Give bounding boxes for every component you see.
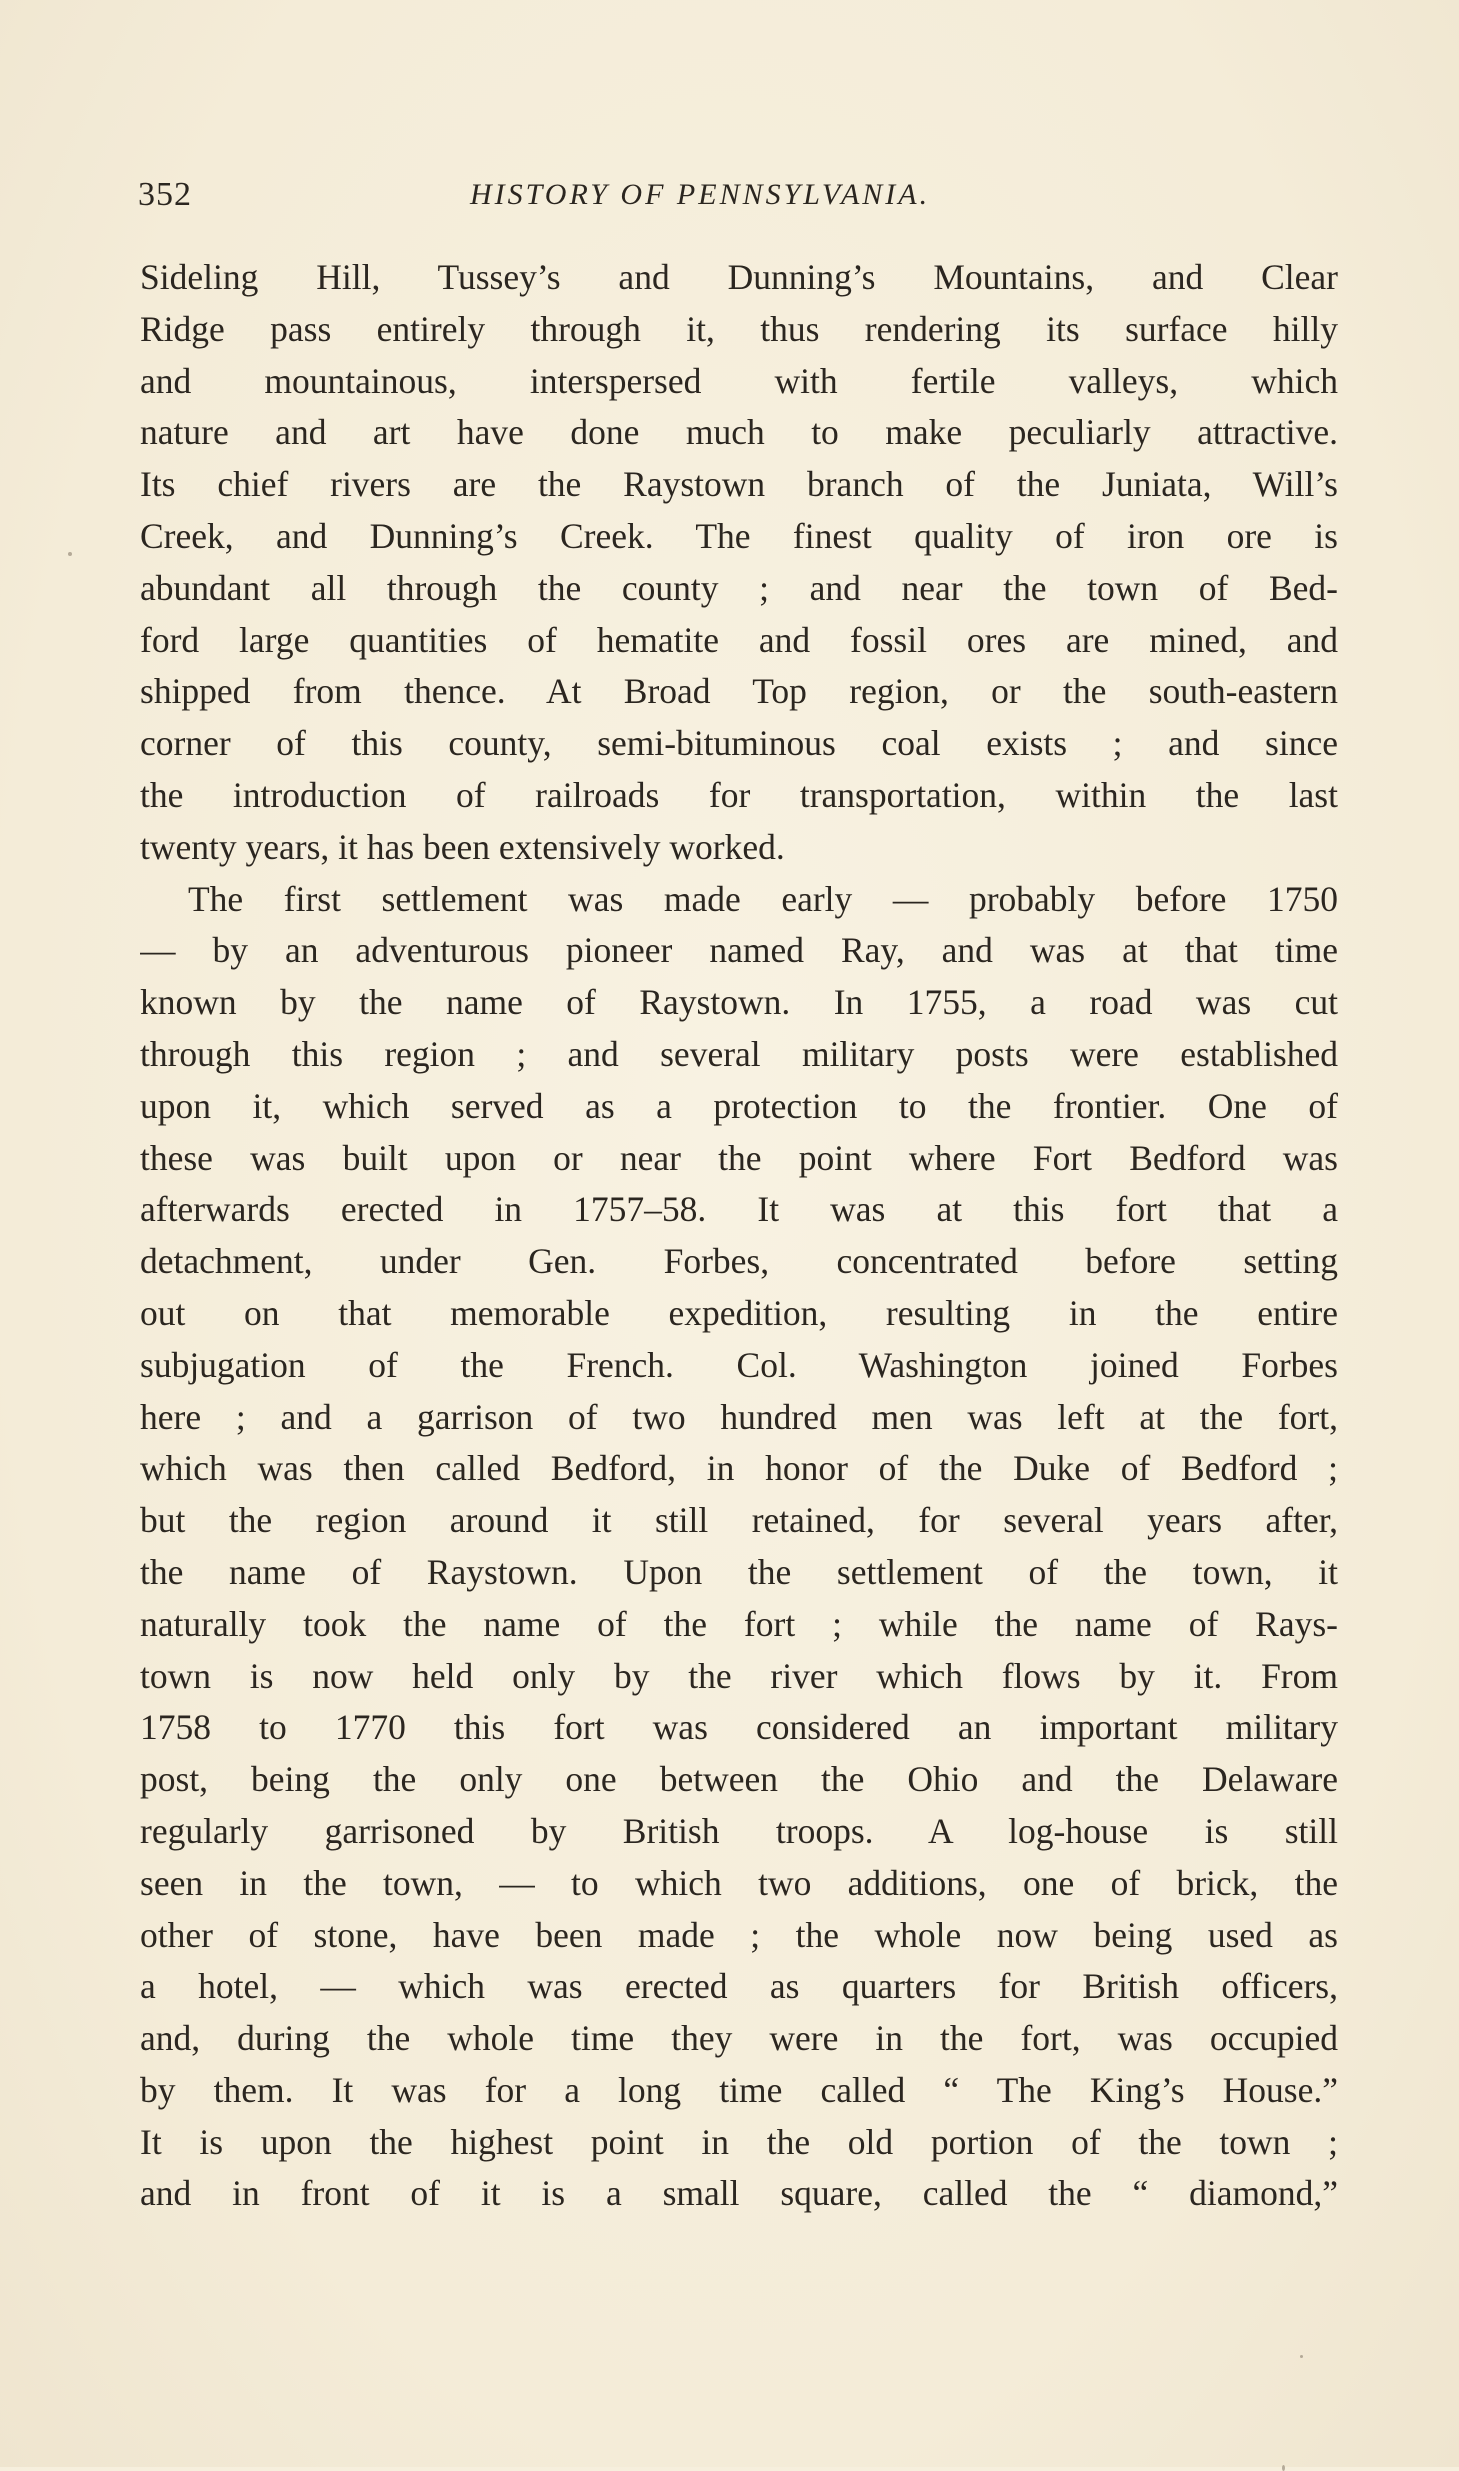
text-line: and in front of it is a small square, called the “ diamond,”: [140, 2173, 1338, 2214]
text-line: 1758 to 1770 this fort was considered an important military: [140, 1707, 1338, 1748]
body-text: [140, 252, 1338, 2220]
text-line: a hotel, — which was erected as quarters for British officers,: [140, 1966, 1338, 2007]
text-line: here ; and a garrison of two hundred men was left at the fort,: [140, 1396, 1338, 1437]
text-line: through this region ; and several military posts were established: [140, 1033, 1338, 1074]
paper-speck: [68, 552, 72, 556]
text-line: nature and art have done much to make peculiarly attractive.: [140, 412, 1338, 453]
text-line: It is upon the highest point in the old portion of the town ;: [140, 2121, 1338, 2162]
text-line: but the region around it still retained, for several years after,: [140, 1500, 1338, 1541]
text-line: Ridge pass entirely through it, thus rendering its surface hilly: [140, 308, 1338, 349]
text-line: post, being the only one between the Ohio and the Delaware: [140, 1759, 1338, 1800]
text-line: — by an adventurous pioneer named Ray, and was at that time: [140, 930, 1338, 971]
text-line: and, during the whole time they were in the fort, was occupied: [140, 2018, 1338, 2059]
text-line: other of stone, have been made ; the whole now being used as: [140, 1914, 1338, 1955]
text-line: known by the name of Raystown. In 1755, a road was cut: [140, 982, 1338, 1023]
text-line: Its chief rivers are the Raystown branch of the Juniata, Will’s: [140, 464, 1338, 505]
text-line: which was then called Bedford, in honor of the Duke of Bedford ;: [140, 1448, 1338, 1489]
running-head: HISTORY OF PENNSYLVANIA.: [470, 178, 931, 211]
text-line: abundant all through the county ; and near the town of Bed-: [140, 567, 1338, 608]
text-line: Creek, and Dunning’s Creek. The finest quality of iron ore is: [140, 515, 1338, 556]
text-line: ford large quantities of hematite and fossil ores are mined, and: [140, 619, 1338, 660]
text-line: The first settlement was made early — probably before 1750: [188, 878, 1338, 919]
paper-speck: [1282, 2465, 1285, 2471]
text-line: upon it, which served as a protection to the frontier. One of: [140, 1085, 1338, 1126]
text-line: Sideling Hill, Tussey’s and Dunning’s Mountains, and Clear: [140, 257, 1338, 297]
text-line: subjugation of the French. Col. Washington joined Forbes: [140, 1344, 1338, 1385]
text-line: out on that memorable expedition, resulting in the entire: [140, 1292, 1338, 1333]
text-line: naturally took the name of the fort ; while the name of Rays-: [140, 1603, 1338, 1644]
text-line: afterwards erected in 1757–58. It was at this fort that a: [140, 1189, 1338, 1230]
text-line: seen in the town, — to which two additions, one of brick, the: [140, 1862, 1338, 1903]
text-line: these was built upon or near the point where Fort Bedford was: [140, 1137, 1338, 1178]
text-line: detachment, under Gen. Forbes, concentrated before setting: [140, 1241, 1338, 1282]
text-line: corner of this county, semi-bituminous coal exists ; and since: [140, 723, 1338, 764]
text-line: twenty years, it has been extensively worked.: [140, 826, 785, 867]
text-line: the name of Raystown. Upon the settlement of the town, it: [140, 1551, 1338, 1592]
text-line: regularly garrisoned by British troops. A log-house is still: [140, 1810, 1338, 1851]
text-line: town is now held only by the river which flows by it. From: [140, 1655, 1338, 1696]
text-line: and mountainous, interspersed with fertile valleys, which: [140, 360, 1338, 401]
page-number: 352: [138, 176, 192, 213]
page-header: [138, 176, 1338, 226]
text-line: by them. It was for a long time called “ The King’s House.”: [140, 2069, 1338, 2110]
text-line: the introduction of railroads for transportation, within the last: [140, 774, 1338, 815]
text-line: shipped from thence. At Broad Top region, or the south-eastern: [140, 671, 1338, 712]
paper-speck: [1300, 2355, 1303, 2358]
